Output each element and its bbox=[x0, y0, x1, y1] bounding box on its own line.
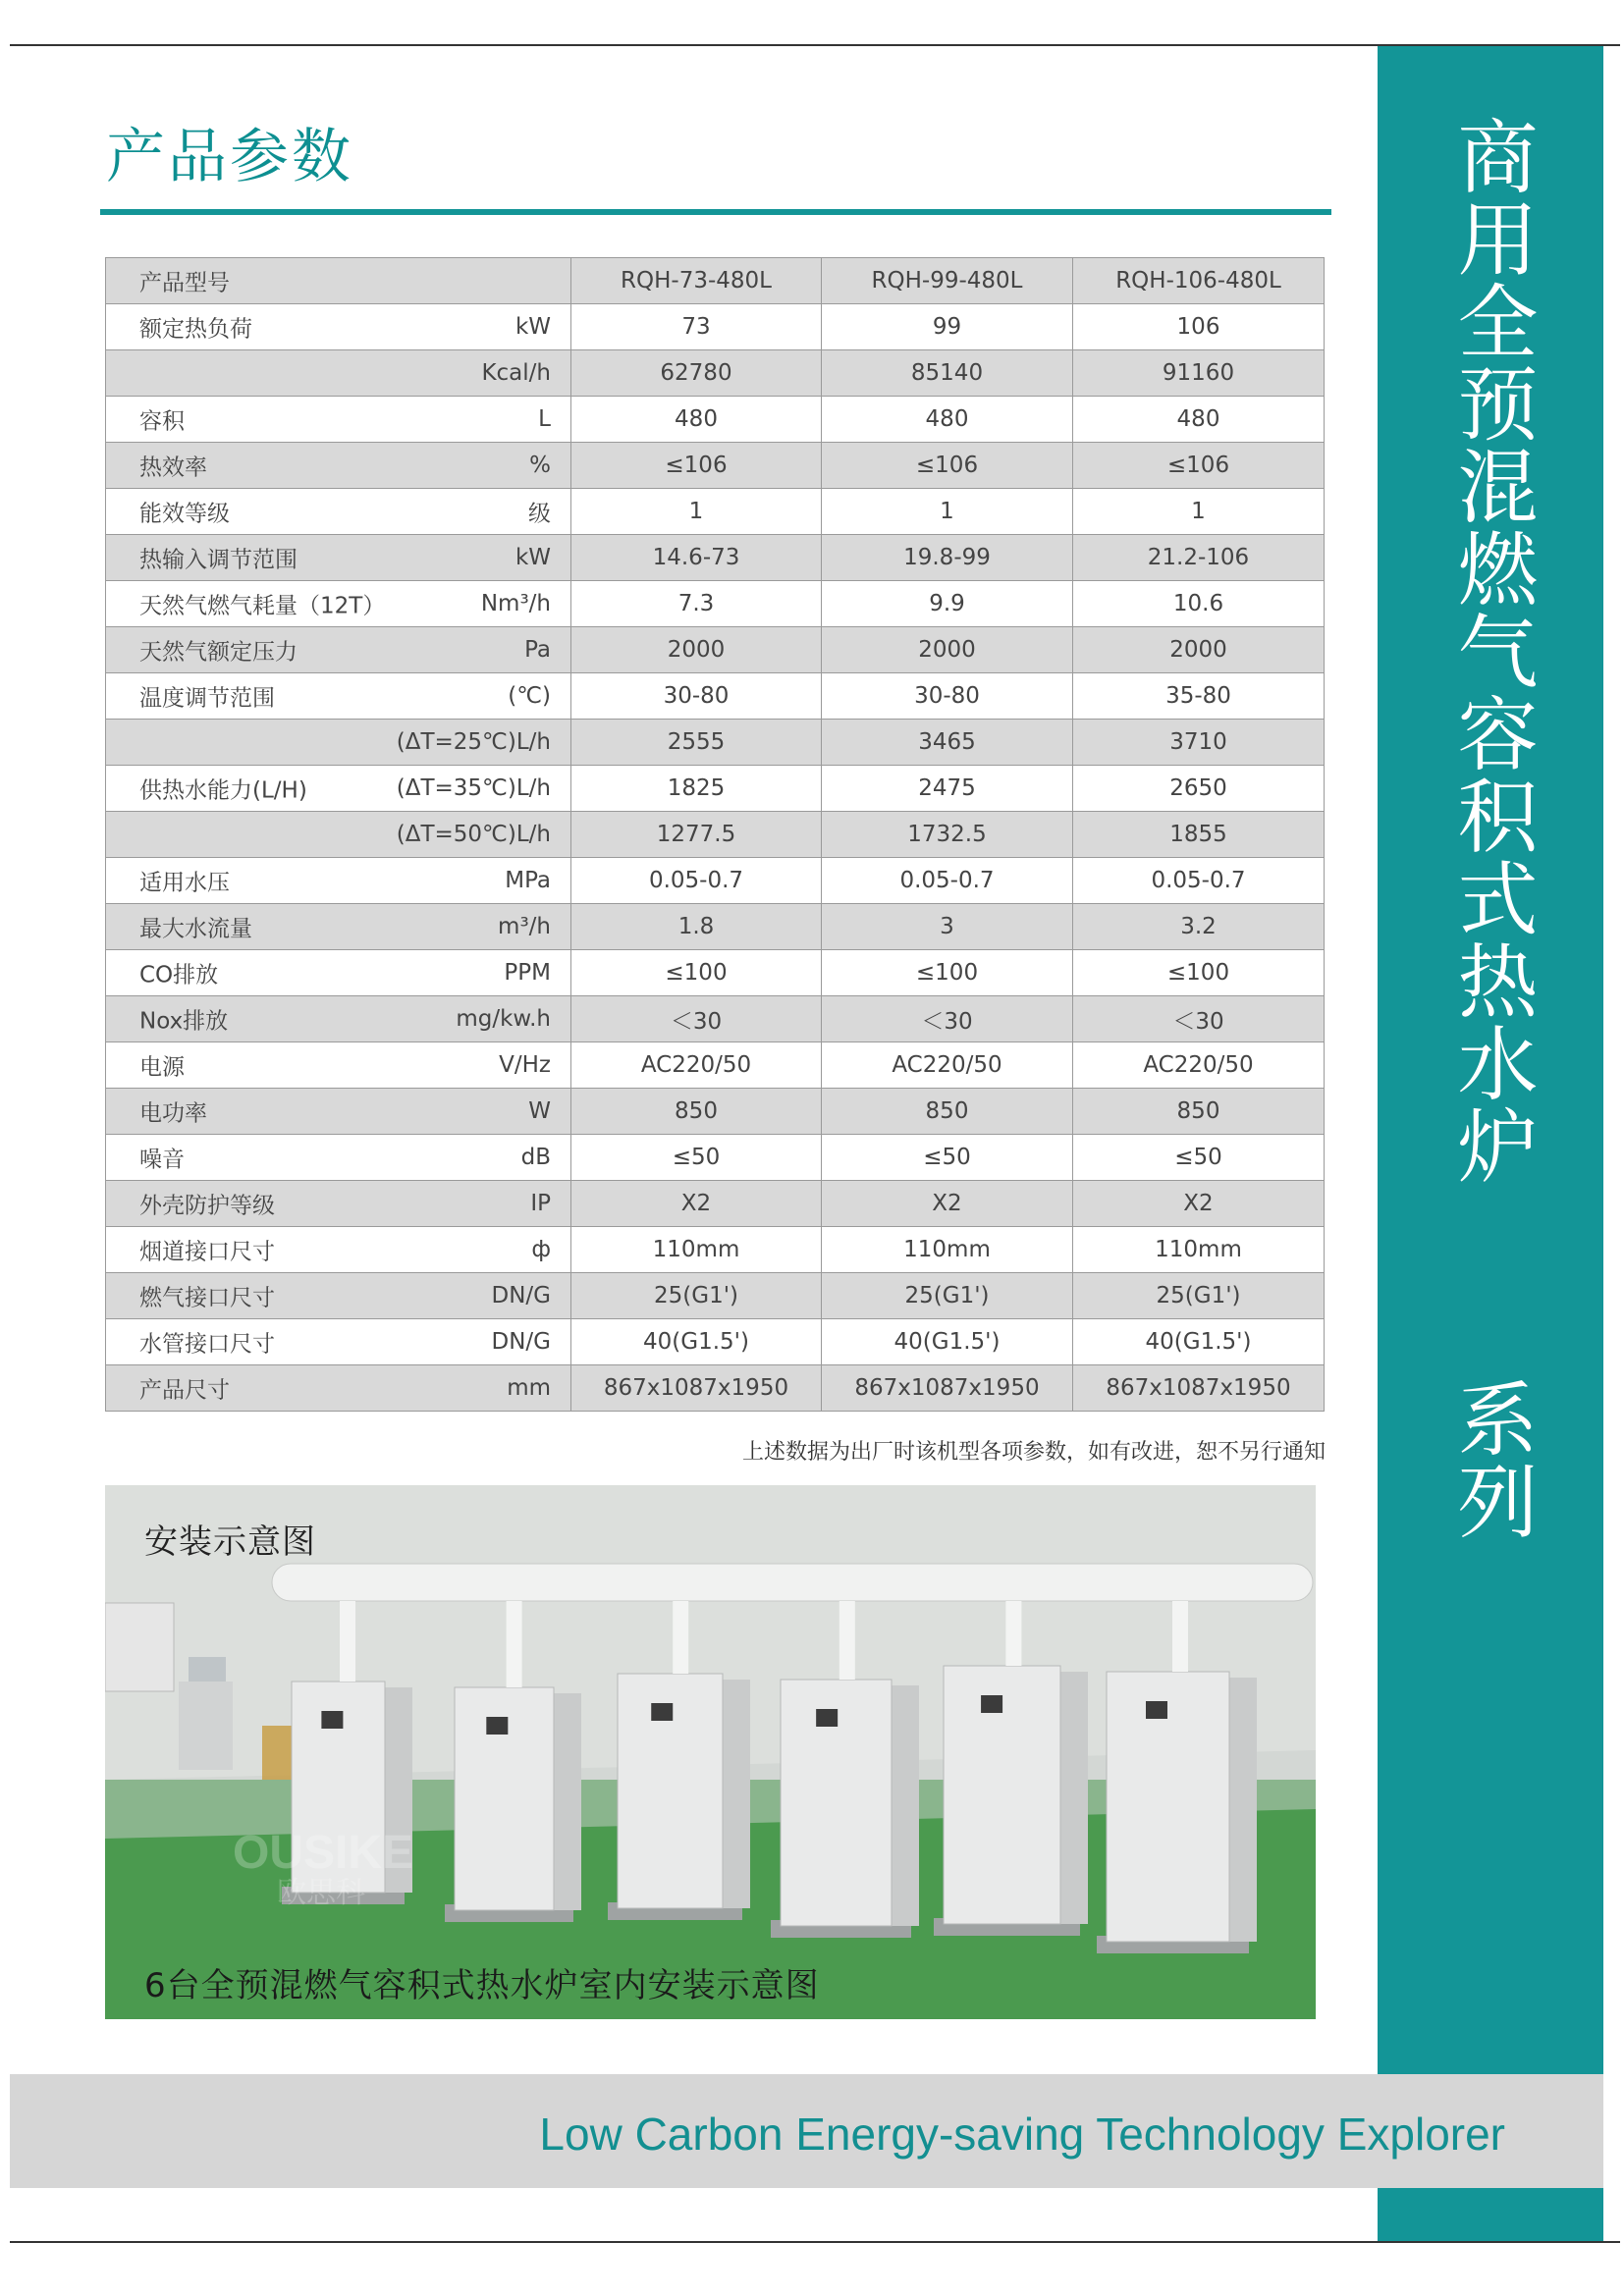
spec-row bbox=[106, 1089, 1325, 1135]
spec-param-unit: Nm³/h bbox=[480, 591, 551, 616]
spec-value-cell: 1 bbox=[1073, 489, 1325, 535]
spec-value-cell: 30-80 bbox=[571, 673, 822, 720]
spec-param-unit: L bbox=[538, 406, 551, 432]
spec-param-cell bbox=[106, 720, 571, 766]
spec-value-cell: 867x1087x1950 bbox=[822, 1365, 1073, 1412]
spec-row bbox=[106, 1227, 1325, 1273]
spec-value-cell: 40(G1.5') bbox=[571, 1319, 822, 1365]
spec-value-cell: AC220/50 bbox=[1073, 1042, 1325, 1089]
spec-param-name: 水管接口尺寸 bbox=[139, 1331, 275, 1358]
title-underline bbox=[100, 209, 1331, 215]
spec-param-unit: mg/kw.h bbox=[456, 1006, 551, 1032]
spec-param-name: 噪音 bbox=[139, 1147, 185, 1173]
spec-value-cell: 91160 bbox=[1073, 350, 1325, 397]
spec-param-cell bbox=[106, 812, 571, 858]
watermark-brand: OUSIKE bbox=[233, 1827, 414, 1879]
spec-row bbox=[106, 1042, 1325, 1089]
spec-value-cell: 21.2-106 bbox=[1073, 535, 1325, 581]
spec-value-cell: 850 bbox=[822, 1089, 1073, 1135]
spec-param-unit: kW bbox=[514, 545, 551, 570]
spec-row bbox=[106, 304, 1325, 350]
spec-value-cell: ＜30 bbox=[571, 996, 822, 1042]
spec-row bbox=[106, 1181, 1325, 1227]
spec-row bbox=[106, 535, 1325, 581]
spec-param-cell bbox=[106, 535, 571, 581]
spec-value-cell: 1 bbox=[822, 489, 1073, 535]
spec-row bbox=[106, 1319, 1325, 1365]
spec-param-unit: m³/h bbox=[498, 914, 551, 939]
spec-param-name: 电功率 bbox=[139, 1100, 207, 1127]
spec-param-cell bbox=[106, 581, 571, 627]
spec-row bbox=[106, 627, 1325, 673]
spec-param-name: 烟道接口尺寸 bbox=[139, 1239, 275, 1265]
footer-band bbox=[10, 2074, 1603, 2188]
spec-param-cell bbox=[106, 766, 571, 812]
spec-param-cell bbox=[106, 397, 571, 443]
spec-value-cell: ≤50 bbox=[822, 1135, 1073, 1181]
spec-value-cell: ≤100 bbox=[571, 950, 822, 996]
side-banner bbox=[1378, 46, 1603, 2241]
header-model: RQH-99-480L bbox=[822, 258, 1073, 304]
spec-row bbox=[106, 904, 1325, 950]
spec-value-cell: X2 bbox=[1073, 1181, 1325, 1227]
spec-row bbox=[106, 489, 1325, 535]
spec-value-cell: 1732.5 bbox=[822, 812, 1073, 858]
spec-value-cell: 110mm bbox=[571, 1227, 822, 1273]
spec-param-unit: (ΔT=50℃)L/h bbox=[396, 822, 551, 847]
spec-value-cell: 1.8 bbox=[571, 904, 822, 950]
spec-param-cell bbox=[106, 1227, 571, 1273]
spec-param-name: 适用水压 bbox=[139, 870, 230, 896]
spec-param-cell bbox=[106, 996, 571, 1042]
spec-value-cell: 14.6-73 bbox=[571, 535, 822, 581]
section-title: 产品参数 bbox=[106, 123, 353, 191]
spec-param-unit: W bbox=[528, 1098, 551, 1124]
spec-param-cell bbox=[106, 1365, 571, 1412]
spec-value-cell: 85140 bbox=[822, 350, 1073, 397]
spec-param-cell bbox=[106, 489, 571, 535]
spec-value-cell: ≤100 bbox=[822, 950, 1073, 996]
spec-value-cell: 2475 bbox=[822, 766, 1073, 812]
spec-value-cell: 0.05-0.7 bbox=[822, 858, 1073, 904]
spec-value-cell: ≤50 bbox=[571, 1135, 822, 1181]
spec-value-cell: X2 bbox=[822, 1181, 1073, 1227]
spec-param-name: 外壳防护等级 bbox=[139, 1193, 275, 1219]
spec-row bbox=[106, 350, 1325, 397]
spec-param-unit: V/Hz bbox=[499, 1052, 551, 1078]
spec-row bbox=[106, 581, 1325, 627]
spec-param-cell bbox=[106, 1135, 571, 1181]
spec-row bbox=[106, 1273, 1325, 1319]
spec-value-cell: 30-80 bbox=[822, 673, 1073, 720]
spec-row bbox=[106, 766, 1325, 812]
spec-param-unit: DN/G bbox=[491, 1283, 551, 1308]
spec-param-unit: dB bbox=[520, 1145, 551, 1170]
spec-param-cell bbox=[106, 350, 571, 397]
spec-value-cell: ≤106 bbox=[822, 443, 1073, 489]
installation-scene bbox=[105, 1485, 1316, 2019]
spec-value-cell: 850 bbox=[1073, 1089, 1325, 1135]
spec-header-row bbox=[106, 258, 1325, 304]
spec-param-unit: MPa bbox=[505, 868, 551, 893]
spec-value-cell: 3.2 bbox=[1073, 904, 1325, 950]
spec-row bbox=[106, 812, 1325, 858]
spec-param-cell bbox=[106, 1181, 571, 1227]
spec-value-cell: 850 bbox=[571, 1089, 822, 1135]
spec-value-cell: 99 bbox=[822, 304, 1073, 350]
spec-value-cell: 35-80 bbox=[1073, 673, 1325, 720]
spec-param-name: Nox排放 bbox=[139, 1008, 229, 1035]
spec-param-name: 电源 bbox=[139, 1054, 185, 1081]
spec-value-cell: 480 bbox=[822, 397, 1073, 443]
spec-param-cell bbox=[106, 858, 571, 904]
spec-value-cell: ≤106 bbox=[571, 443, 822, 489]
spec-value-cell: 25(G1') bbox=[822, 1273, 1073, 1319]
spec-value-cell: 40(G1.5') bbox=[1073, 1319, 1325, 1365]
spec-value-cell: ≤50 bbox=[1073, 1135, 1325, 1181]
spec-value-cell: 3 bbox=[822, 904, 1073, 950]
spec-param-unit: ф bbox=[531, 1237, 551, 1262]
spec-value-cell: 1825 bbox=[571, 766, 822, 812]
spec-param-name: CO排放 bbox=[139, 962, 219, 988]
spec-param-cell bbox=[106, 673, 571, 720]
spec-value-cell: 480 bbox=[1073, 397, 1325, 443]
spec-param-cell bbox=[106, 950, 571, 996]
spec-param-cell bbox=[106, 904, 571, 950]
spec-value-cell: ≤106 bbox=[1073, 443, 1325, 489]
spec-param-unit: (℃) bbox=[508, 683, 551, 709]
spec-value-cell: 2650 bbox=[1073, 766, 1325, 812]
spec-value-cell: AC220/50 bbox=[822, 1042, 1073, 1089]
spec-row bbox=[106, 673, 1325, 720]
spec-value-cell: 7.3 bbox=[571, 581, 822, 627]
header-param bbox=[106, 258, 571, 304]
spec-value-cell: 73 bbox=[571, 304, 822, 350]
spec-param-unit: kW bbox=[514, 314, 551, 340]
spec-param-name: 热效率 bbox=[139, 454, 207, 481]
spec-param-unit: PPM bbox=[504, 960, 551, 986]
spec-param-name: 燃气接口尺寸 bbox=[139, 1285, 275, 1311]
spec-value-cell: 9.9 bbox=[822, 581, 1073, 627]
installation-illustration bbox=[105, 1485, 1316, 2019]
spec-param-name: 最大水流量 bbox=[139, 916, 252, 942]
spec-value-cell: ＜30 bbox=[1073, 996, 1325, 1042]
spec-value-cell: 0.05-0.7 bbox=[1073, 858, 1325, 904]
spec-param-unit: Kcal/h bbox=[481, 360, 551, 386]
spec-param-cell bbox=[106, 627, 571, 673]
spec-value-cell: 867x1087x1950 bbox=[1073, 1365, 1325, 1412]
spec-value-cell: 480 bbox=[571, 397, 822, 443]
spec-param-unit: Pa bbox=[524, 637, 551, 663]
spec-row bbox=[106, 1365, 1325, 1412]
spec-value-cell: ＜30 bbox=[822, 996, 1073, 1042]
install-caption: 6台全预混燃气容积式热水炉室内安装示意图 bbox=[144, 1966, 820, 2005]
spec-value-cell: 1855 bbox=[1073, 812, 1325, 858]
spec-value-cell: 1 bbox=[571, 489, 822, 535]
spec-row bbox=[106, 397, 1325, 443]
spec-value-cell: 25(G1') bbox=[1073, 1273, 1325, 1319]
spec-param-cell bbox=[106, 1042, 571, 1089]
spec-value-cell: 19.8-99 bbox=[822, 535, 1073, 581]
spec-param-unit: 级 bbox=[528, 501, 551, 527]
footer-slogan: Low Carbon Energy-saving Technology Explorer bbox=[539, 2109, 1505, 2160]
spec-value-cell: 2000 bbox=[571, 627, 822, 673]
spec-row bbox=[106, 858, 1325, 904]
spec-value-cell: 10.6 bbox=[1073, 581, 1325, 627]
spec-param-name: 产品尺寸 bbox=[139, 1377, 230, 1404]
spec-param-cell bbox=[106, 1273, 571, 1319]
spec-value-cell: 867x1087x1950 bbox=[571, 1365, 822, 1412]
spec-value-cell: 110mm bbox=[1073, 1227, 1325, 1273]
spec-value-cell: 1277.5 bbox=[571, 812, 822, 858]
spec-value-cell: 106 bbox=[1073, 304, 1325, 350]
bottom-rule bbox=[10, 2241, 1620, 2243]
side-banner-title: 商用全预混燃气容积式热水炉 系列 bbox=[1444, 115, 1538, 1542]
spec-param-name: 温度调节范围 bbox=[139, 685, 275, 712]
spec-value-cell: 40(G1.5') bbox=[822, 1319, 1073, 1365]
header-model: RQH-73-480L bbox=[571, 258, 822, 304]
spec-param-name: 能效等级 bbox=[139, 501, 230, 527]
spec-param-cell bbox=[106, 304, 571, 350]
spec-param-unit: mm bbox=[507, 1375, 551, 1401]
spec-value-cell: 110mm bbox=[822, 1227, 1073, 1273]
spec-value-cell: 2000 bbox=[1073, 627, 1325, 673]
spec-param-unit: DN/G bbox=[491, 1329, 551, 1355]
spec-param-name: 容积 bbox=[139, 408, 185, 435]
spec-param-unit: (ΔT=25℃)L/h bbox=[396, 729, 551, 755]
spec-param-unit: IP bbox=[530, 1191, 551, 1216]
spec-param-unit: % bbox=[529, 453, 551, 478]
spec-value-cell: 3710 bbox=[1073, 720, 1325, 766]
header-model: RQH-106-480L bbox=[1073, 258, 1325, 304]
spec-value-cell: 25(G1') bbox=[571, 1273, 822, 1319]
spec-value-cell: 2000 bbox=[822, 627, 1073, 673]
spec-param-name: 热输入调节范围 bbox=[139, 547, 298, 573]
spec-row bbox=[106, 950, 1325, 996]
spec-value-cell: 3465 bbox=[822, 720, 1073, 766]
spec-value-cell: 0.05-0.7 bbox=[571, 858, 822, 904]
spec-param-cell bbox=[106, 1089, 571, 1135]
spec-value-cell: 62780 bbox=[571, 350, 822, 397]
spec-value-cell: AC220/50 bbox=[571, 1042, 822, 1089]
spec-param-cell bbox=[106, 1319, 571, 1365]
spec-table bbox=[105, 257, 1325, 1412]
watermark-cn: 欧思科 bbox=[277, 1876, 365, 1910]
spec-row bbox=[106, 1135, 1325, 1181]
spec-param-name: 额定热负荷 bbox=[139, 316, 252, 343]
spec-param-name: 天然气燃气耗量（12T） bbox=[139, 593, 386, 619]
spec-value-cell: 2555 bbox=[571, 720, 822, 766]
spec-value-cell: X2 bbox=[571, 1181, 822, 1227]
spec-param-name: 供热水能力(L/H) bbox=[139, 777, 307, 804]
footnote: 上述数据为出厂时该机型各项参数，如有改进，恕不另行通知 bbox=[741, 1440, 1326, 1465]
spec-row bbox=[106, 443, 1325, 489]
spec-param-unit: (ΔT=35℃)L/h bbox=[396, 775, 551, 801]
spec-param-name: 天然气额定压力 bbox=[139, 639, 298, 666]
spec-value-cell: ≤100 bbox=[1073, 950, 1325, 996]
spec-row bbox=[106, 720, 1325, 766]
spec-row bbox=[106, 996, 1325, 1042]
header-param-label: 产品型号 bbox=[139, 270, 230, 296]
spec-param-cell bbox=[106, 443, 571, 489]
spec-table-body bbox=[106, 258, 1325, 1412]
install-title: 安装示意图 bbox=[144, 1522, 316, 1562]
